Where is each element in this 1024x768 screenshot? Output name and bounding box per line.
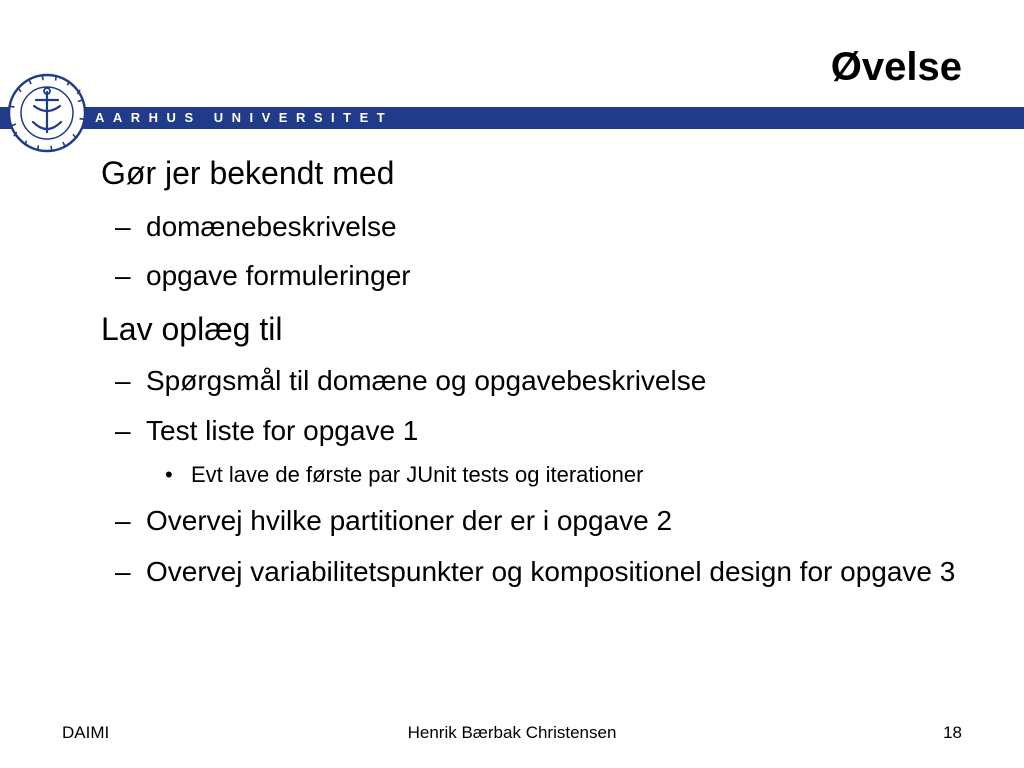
footer-author: Henrik Bærbak Christensen (407, 723, 617, 742)
section-heading-1: Gør jer bekendt med (101, 155, 395, 191)
slide-title: Øvelse (830, 45, 962, 89)
dot-bullet: • (165, 462, 173, 487)
dash-bullet: – (115, 415, 131, 446)
sub-list-item-text: Evt lave de første par JUnit tests og iterationer (191, 462, 644, 487)
list-item-text: Spørgsmål til domæne og opgavebeskrivelse (146, 365, 707, 396)
university-seal-icon (6, 72, 88, 154)
dash-bullet: – (115, 211, 131, 242)
slide-number: 18 (943, 723, 962, 742)
list-item-text: Test liste for opgave 1 (146, 415, 419, 446)
dash-bullet: – (115, 260, 131, 291)
dash-bullet: – (115, 505, 131, 536)
university-banner-text: AARHUS UNIVERSITET (95, 110, 394, 125)
list-item-text: domænebeskrivelse (146, 211, 397, 242)
list-item-text: Overvej variabilitetspunkter og kompositionel design for opgave 3 (146, 556, 956, 587)
dash-bullet: – (115, 365, 131, 396)
footer-left: DAIMI (62, 723, 110, 742)
list-item-text: opgave formuleringer (146, 260, 411, 291)
dash-bullet: – (115, 556, 131, 587)
list-item-text: Overvej hvilke partitioner der er i opgave 2 (146, 505, 673, 536)
section-heading-2: Lav oplæg til (101, 311, 283, 347)
